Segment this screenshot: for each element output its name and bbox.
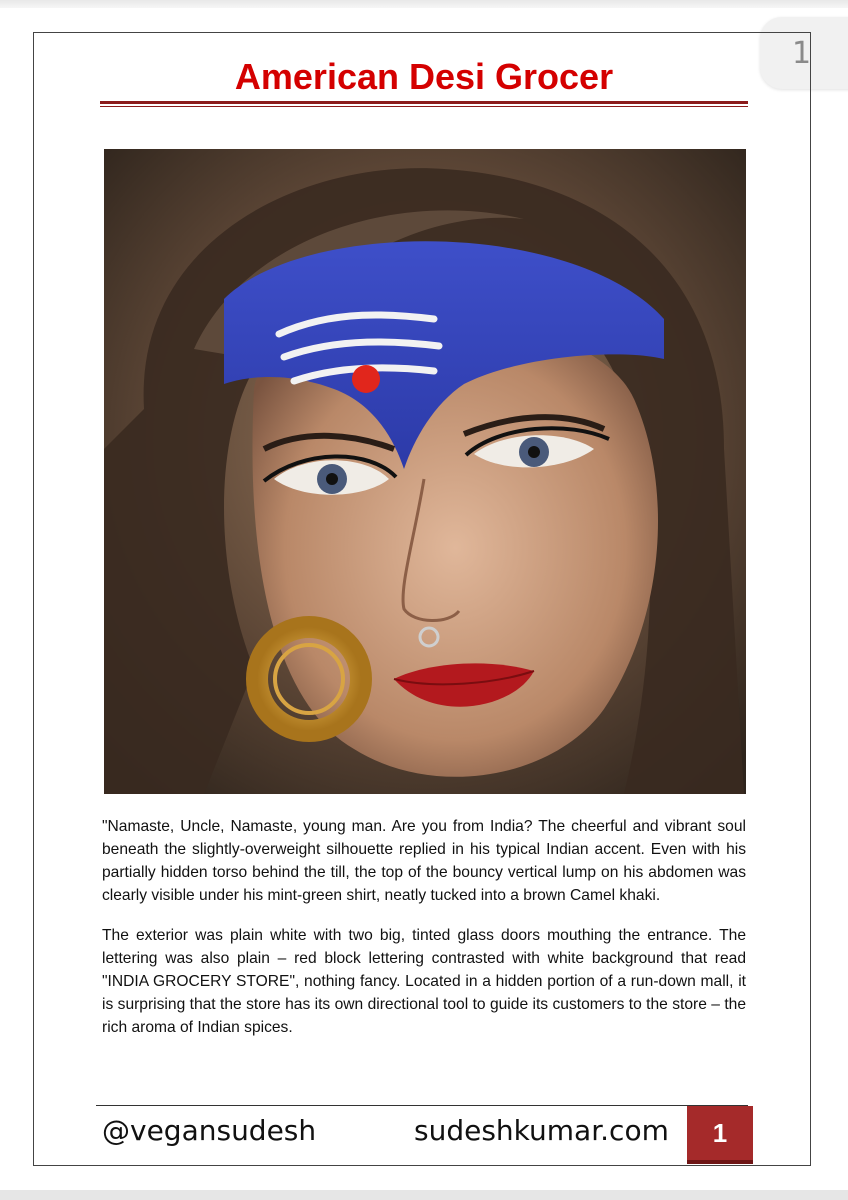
portrait-illustration [104,149,746,794]
page-indicator-number: 1 [792,35,812,71]
bottom-edge [0,1190,848,1200]
footer-handle: @vegansudesh [102,1114,317,1147]
article-paragraph-2: The exterior was plain white with two big, tinted glass doors mouthing the entrance. The lettering was also plain – red block lettering contrasted with white background that read "INDIA GROCERY STORE", nothing fancy. Located in a hidden portion of a run-down mall, it is surprising that the store has its own directional tool to guide its customers to the store – the rich aroma of Indian spices. [102,927,746,1036]
article-body [102,815,746,1056]
footer-divider [96,1105,748,1106]
page-title: American Desi Grocer [234,56,614,97]
title-rule-thick [100,101,748,104]
title-rule-thin [100,106,748,107]
article-paragraph-1: "Namaste, Uncle, Namaste, young man. Are you from India? The cheerful and vibrant soul beneath the slightly-overweight silhouette replied in his typical Indian accent. Even with his partially hidden torso behind the till, the top of the bouncy vertical lump on his abdomen was clearly visible under his mint-green shirt, neatly tucked into a brown Camel khaki. [102,818,746,904]
footer-website: sudeshkumar.com [414,1114,669,1147]
portrait-photo [104,149,746,794]
top-edge [0,0,848,8]
footer-page-number: 1 [687,1106,753,1164]
